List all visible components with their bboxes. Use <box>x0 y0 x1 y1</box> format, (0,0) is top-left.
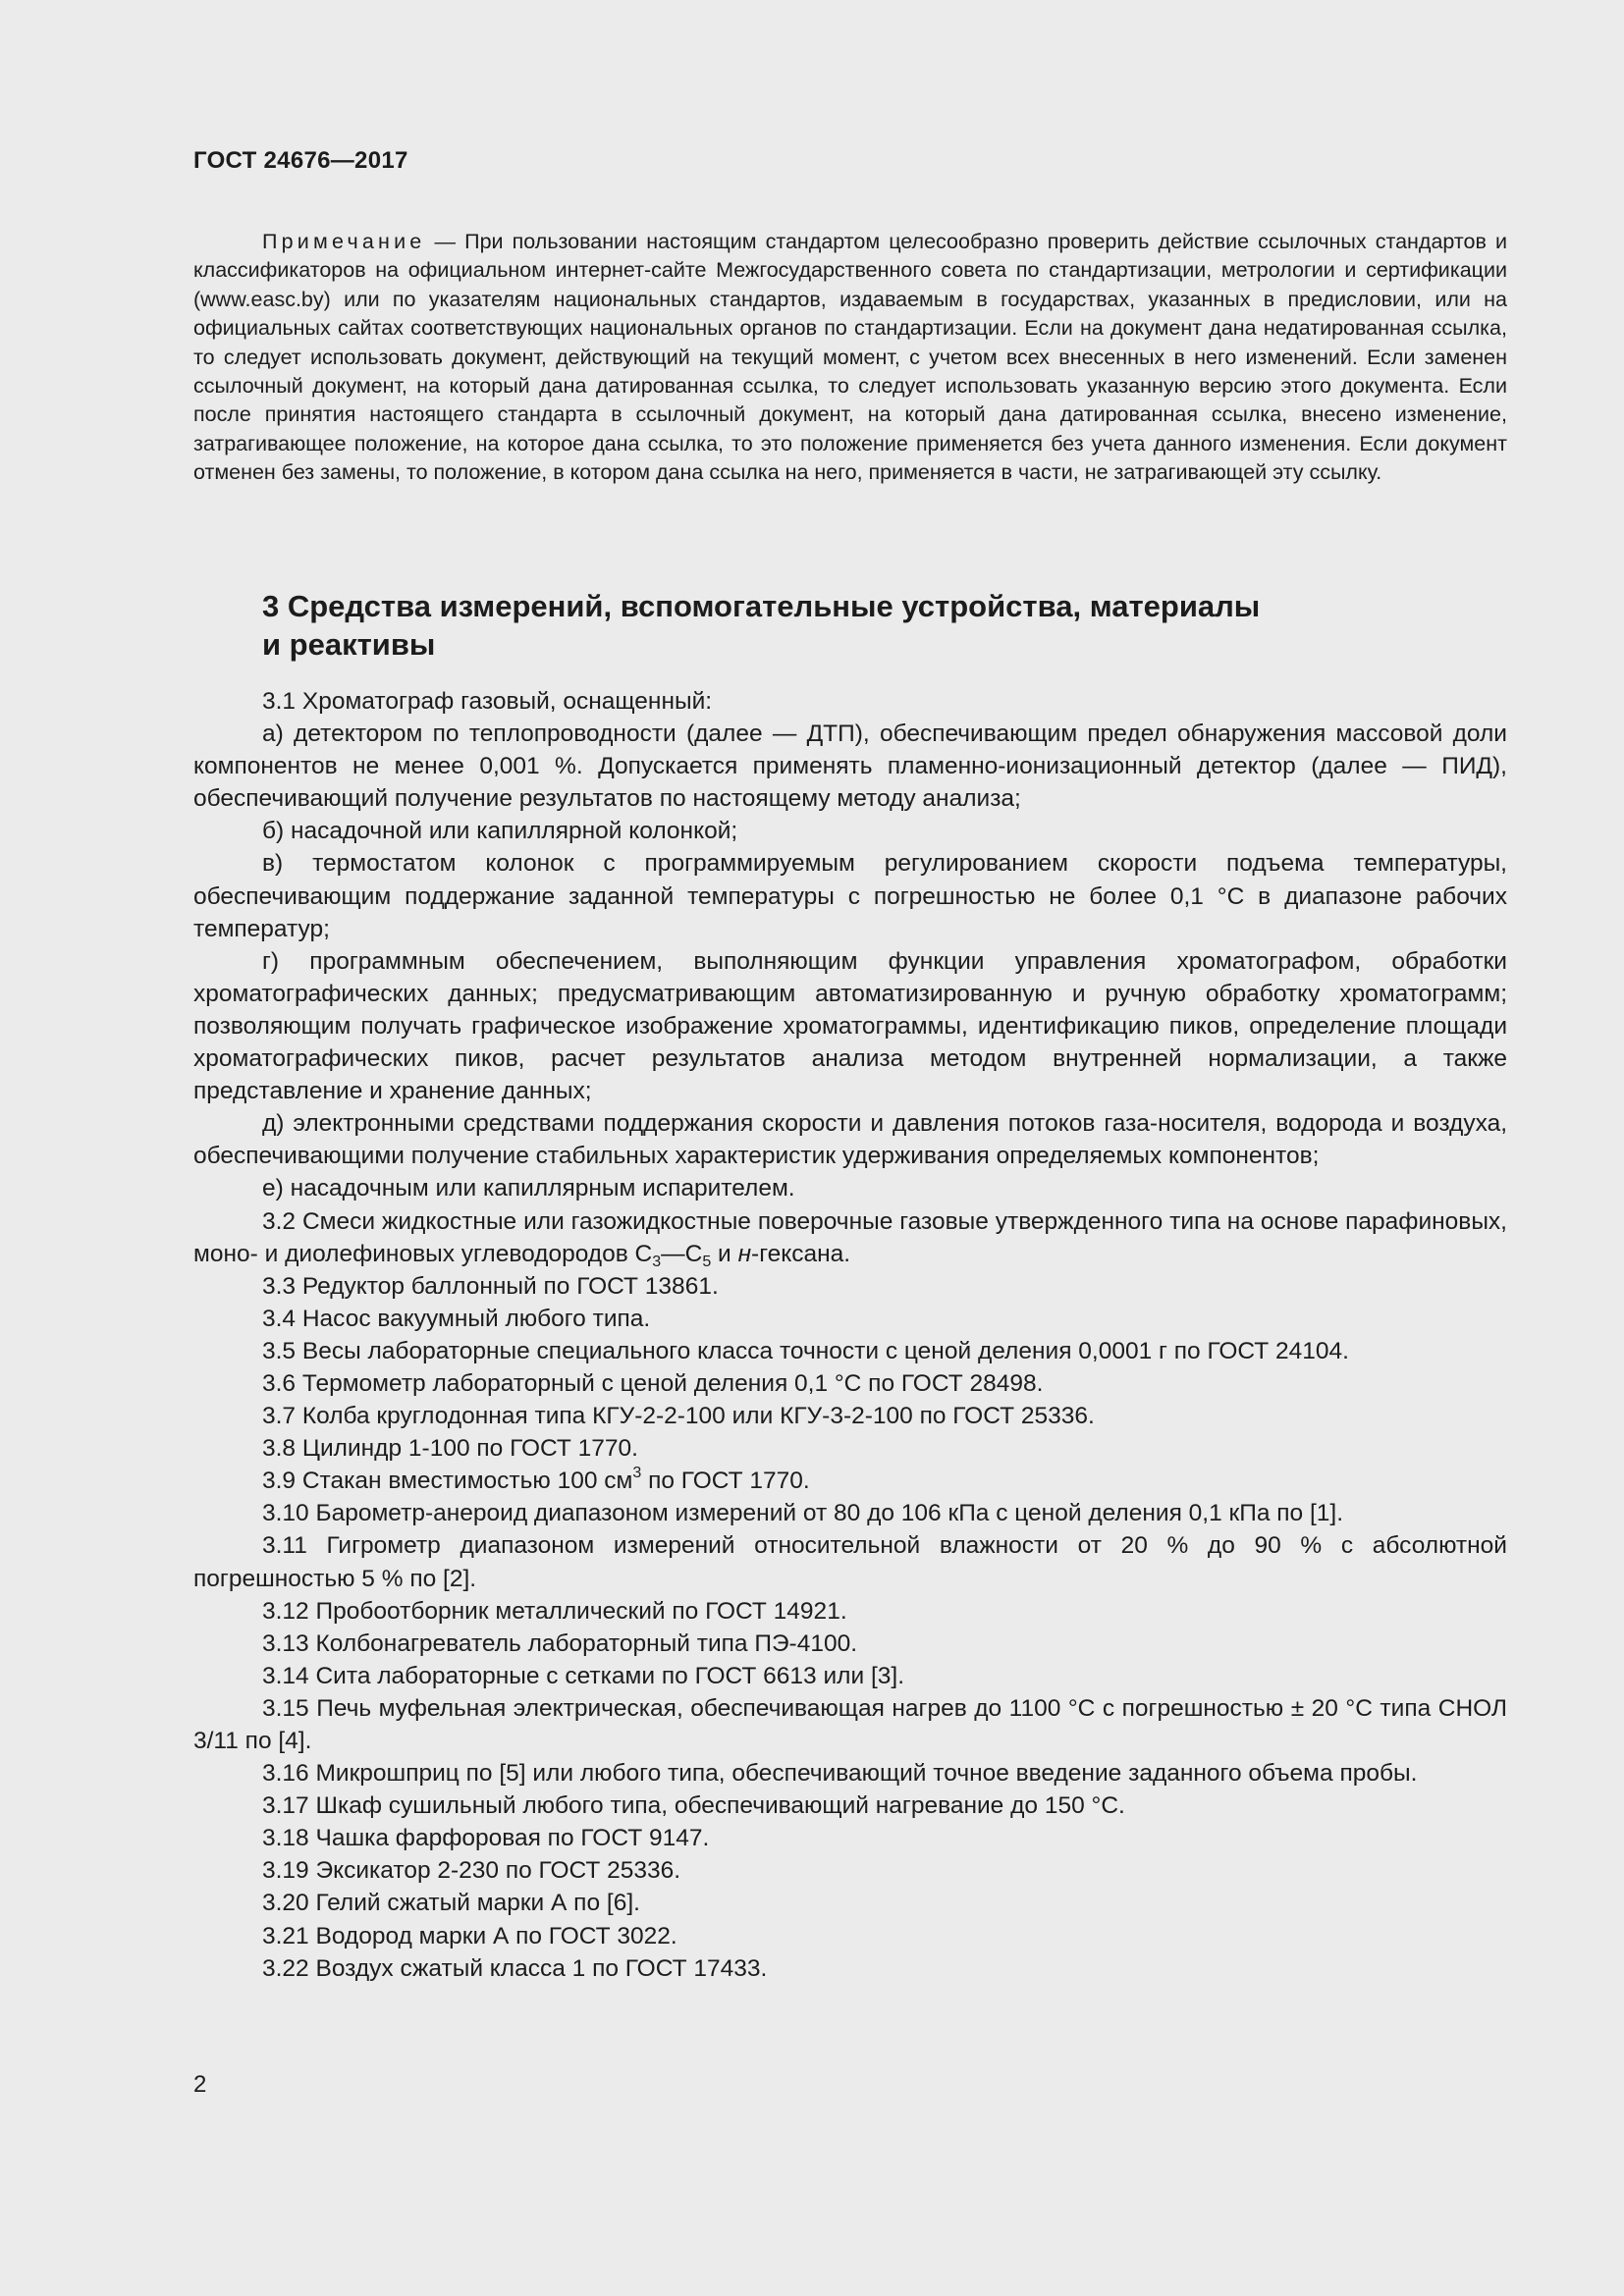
item-3-7: 3.7 Колба круглодонная типа КГУ-2-2-100 или КГУ-3-2-100 по ГОСТ 25336. <box>262 1403 1095 1430</box>
item-3-8: 3.8 Цилиндр 1-100 по ГОСТ 1770. <box>262 1435 638 1463</box>
note-label: Примечание <box>262 230 426 253</box>
item-3-18: 3.18 Чашка фарфоровая по ГОСТ 9147. <box>262 1825 710 1852</box>
item-3-6: 3.6 Термометр лабораторный с ценой деления 0,1 °С по ГОСТ 28498. <box>262 1369 1044 1397</box>
section-title <box>262 587 1440 664</box>
page-number: 2 <box>193 2071 207 2098</box>
item-3-20: 3.20 Гелий сжатый марки А по [6]. <box>262 1890 640 1917</box>
item-3-1-a: а) детектором по теплопроводности (далее — ДТП), обеспечивающим предел обнаружения массовой доли компонентов не менее 0,001 %. Допускается применять пламенно-ионизационный детектор (далее — ПИД), обеспечивающий получение результатов по настоящему методу анализа; <box>193 721 1507 813</box>
item-3-11: 3.11 Гигрометр диапазоном измерений относительной влажности от 20 % до 90 % с абсолютной погрешностью 5 % по [2]. <box>193 1532 1507 1592</box>
section-title-line2: и реактивы <box>262 627 436 662</box>
item-3-10: 3.10 Барометр-анероид диапазоном измерений от 80 до 106 кПа с ценой деления 0,1 кПа по [1]. <box>262 1500 1344 1527</box>
item-3-1-b: б) насадочной или капиллярной колонкой; <box>262 818 738 845</box>
item-3-2-and: и <box>711 1240 738 1267</box>
section-body <box>193 685 1507 1985</box>
item-3-1: 3.1 Хроматограф газовый, оснащенный: <box>262 688 713 715</box>
note-text: — При пользовании настоящим стандартом целесообразно проверить действие ссылочных стандартов и классификаторов на официальном интернет-сайте Межгосударственного совета по стандартизации, метрологии и сертификации (www.easc.by) или по указателям национальных стандартов, издаваемым в государствах, указанных в предисловии, или на официальных сайтах соответствующих национальных органов по стандартизации. Если на документ дана недатированная ссылка, то следует использовать документ, действующий на текущий момент, с учетом всех внесенных в него изменений. Если заменен ссылочный документ, на который дана датированная ссылка, то следует использовать указанную версию этого документа. Если после принятия настоящего стандарта в ссылочный документ, на который дана датированная ссылка, внесено изменение, затрагивающее положение, на которое дана ссылка, то это положение применяется без учета данного изменения. Если документ отменен без замены, то положение, в котором дана ссылка на него, применяется в части, не затрагивающей эту ссылку. <box>193 230 1507 485</box>
item-3-2-text: 3.2 Смеси жидкостные или газожидкостные поверочные газовые утвержденного типа на основе парафиновых, моно- и диолефиновых углеводородов С <box>193 1207 1507 1267</box>
item-3-1-e: е) насадочным или капиллярным испарителем. <box>262 1175 795 1202</box>
subscript: 3 <box>652 1253 662 1270</box>
italic-n: н <box>737 1240 752 1267</box>
item-3-9-text: 3.9 Стакан вместимостью 100 см <box>262 1468 633 1495</box>
item-3-9 <box>193 1465 1507 1497</box>
item-3-2-end: -гексана. <box>751 1240 851 1267</box>
subscript: 5 <box>702 1253 712 1270</box>
document-header: ГОСТ 24676—2017 <box>193 147 408 174</box>
item-3-22: 3.22 Воздух сжатый класса 1 по ГОСТ 17433. <box>262 1954 768 1982</box>
item-3-3: 3.3 Редуктор баллонный по ГОСТ 13861. <box>262 1272 719 1300</box>
item-3-14: 3.14 Сита лабораторные с сетками по ГОСТ 6613 или [3]. <box>262 1662 904 1689</box>
note-block <box>193 228 1507 488</box>
item-3-9-end: по ГОСТ 1770. <box>641 1468 810 1495</box>
note-paragraph <box>193 228 1507 488</box>
item-3-17: 3.17 Шкаф сушильный любого типа, обеспечивающий нагревание до 150 °С. <box>262 1792 1125 1820</box>
item-3-2-dash: —С <box>661 1240 703 1267</box>
item-3-15: 3.15 Печь муфельная электрическая, обеспечивающая нагрев до 1100 °С с погрешностью ± 20 °С типа СНОЛ 3/11 по [4]. <box>193 1694 1507 1754</box>
item-3-13: 3.13 Колбонагреватель лабораторный типа ПЭ-4100. <box>262 1629 858 1657</box>
item-3-16: 3.16 Микрошприц по [5] или любого типа, обеспечивающий точное введение заданного объема пробы. <box>262 1760 1418 1788</box>
item-3-5: 3.5 Весы лабораторные специального класса точности с ценой деления 0,0001 г по ГОСТ 24104. <box>262 1337 1349 1364</box>
item-3-21: 3.21 Водород марки А по ГОСТ 3022. <box>262 1922 677 1949</box>
item-3-1-g: г) программным обеспечением, выполняющим функции управления хроматографом, обработки хроматографических данных; предусматривающим автоматизированную и ручную обработку хроматограмм; позволяющим получать графическое изображение хроматограммы, идентификацию пиков, определение площади хроматографических пиков, расчет результатов анализа методом внутренней нормализации, а также представление и хранение данных; <box>193 947 1507 1105</box>
item-3-2 <box>193 1205 1507 1270</box>
item-3-4: 3.4 Насос вакуумный любого типа. <box>262 1305 651 1332</box>
item-3-1-v: в) термостатом колонок с программируемым регулированием скорости подъема температуры, обеспечивающим поддержание заданной температуры с погрешностью не более 0,1 °С в диапазоне рабочих температур; <box>193 850 1507 942</box>
item-3-19: 3.19 Эксикатор 2-230 по ГОСТ 25336. <box>262 1857 681 1885</box>
item-3-12: 3.12 Пробоотборник металлический по ГОСТ 14921. <box>262 1597 847 1625</box>
section-title-line1: 3 Средства измерений, вспомогательные устройства, материалы <box>262 589 1261 623</box>
item-3-1-d: д) электронными средствами поддержания скорости и давления потоков газа-носителя, водорода и воздуха, обеспечивающими получение стабильных характеристик удерживания определяемых компонентов; <box>193 1110 1507 1170</box>
superscript: 3 <box>632 1465 642 1482</box>
